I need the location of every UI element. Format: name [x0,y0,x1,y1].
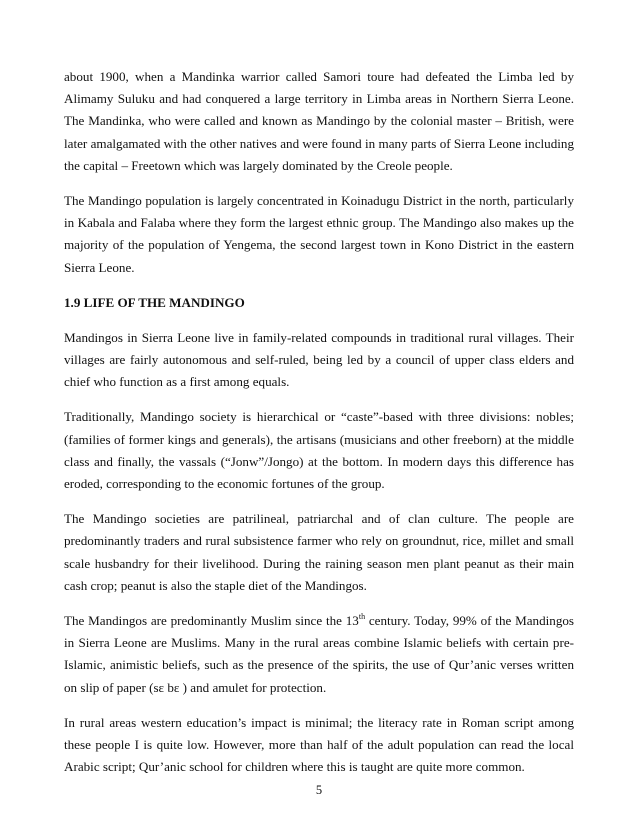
muslim-text-before: The Mandingos are predominantly Muslim since the 13 [64,613,359,629]
paragraph-samori: about 1900, when a Mandinka warrior called Samori toure had defeated the Limba led by Alimamy Suluku and had conquered a large territory in Limba areas in Northern Sierra Leone. The Mandinka, who were called and known as Mandingo by the colonial master – British, were later amalgamated with the other natives and were found in many parts of Sierra Leone including the capital – Freetown which was largely dominated by the Creole people. [64,69,574,173]
paragraph-education: In rural areas western education’s impact is minimal; the literacy rate in Roman script among these people I is quite low. However, more than half of the adult population can read the local Arabic script; Qur’anic school for children where this is taught are quite more common. [64,714,574,775]
paragraph-muslim [64,610,574,699]
section-heading: 1.9 LIFE OF THE MANDINGO [64,294,245,310]
paragraph-patrilineal: The Mandingo societies are patrilineal, patriarchal and of clan culture. The people are predominantly traders and rural subsistence farmer who rely on groundnut, rice, millet and small scale husbandry for their livelihood. During the raining season men plant peanut as their main cash crop; peanut is also the staple diet of the Mandingos. [64,511,574,593]
paragraph-villages: Mandingos in Sierra Leone live in family-related compounds in traditional rural villages. Their villages are fairly autonomous and self-ruled, being led by a council of upper class elders and chief who function as a first among equals. [64,329,574,390]
muslim-text-after: century. Today, 99% of the Mandingos in Sierra Leone are Muslims. Many in the rural areas combine Islamic beliefs with certain pre-Islamic, animistic beliefs, such as the presence of the spirits, the use of Qur’anic verses written on slip of paper (sɛ bɛ ) and amulet for protection. [64,613,575,695]
page-number: 5 [315,783,323,797]
century-superscript: th [358,612,366,622]
paragraph-population: The Mandingo population is largely concentrated in Koinadugu District in the north, particularly in Kabala and Falaba where they form the largest ethnic group. The Mandingo also makes up the majority of the population of Yengema, the second largest town in Kono District in the eastern Sierra Leone. [64,193,574,275]
paragraph-hierarchy: Traditionally, Mandingo society is hierarchical or “caste”-based with three divisions: nobles; (families of former kings and generals), the artisans (musicians and other freeborn) at the middle class and finally, the vassals (“Jonw”/Jongo) at the bottom. In modern days this difference has eroded, corresponding to the economic fortunes of the group. [64,409,574,492]
